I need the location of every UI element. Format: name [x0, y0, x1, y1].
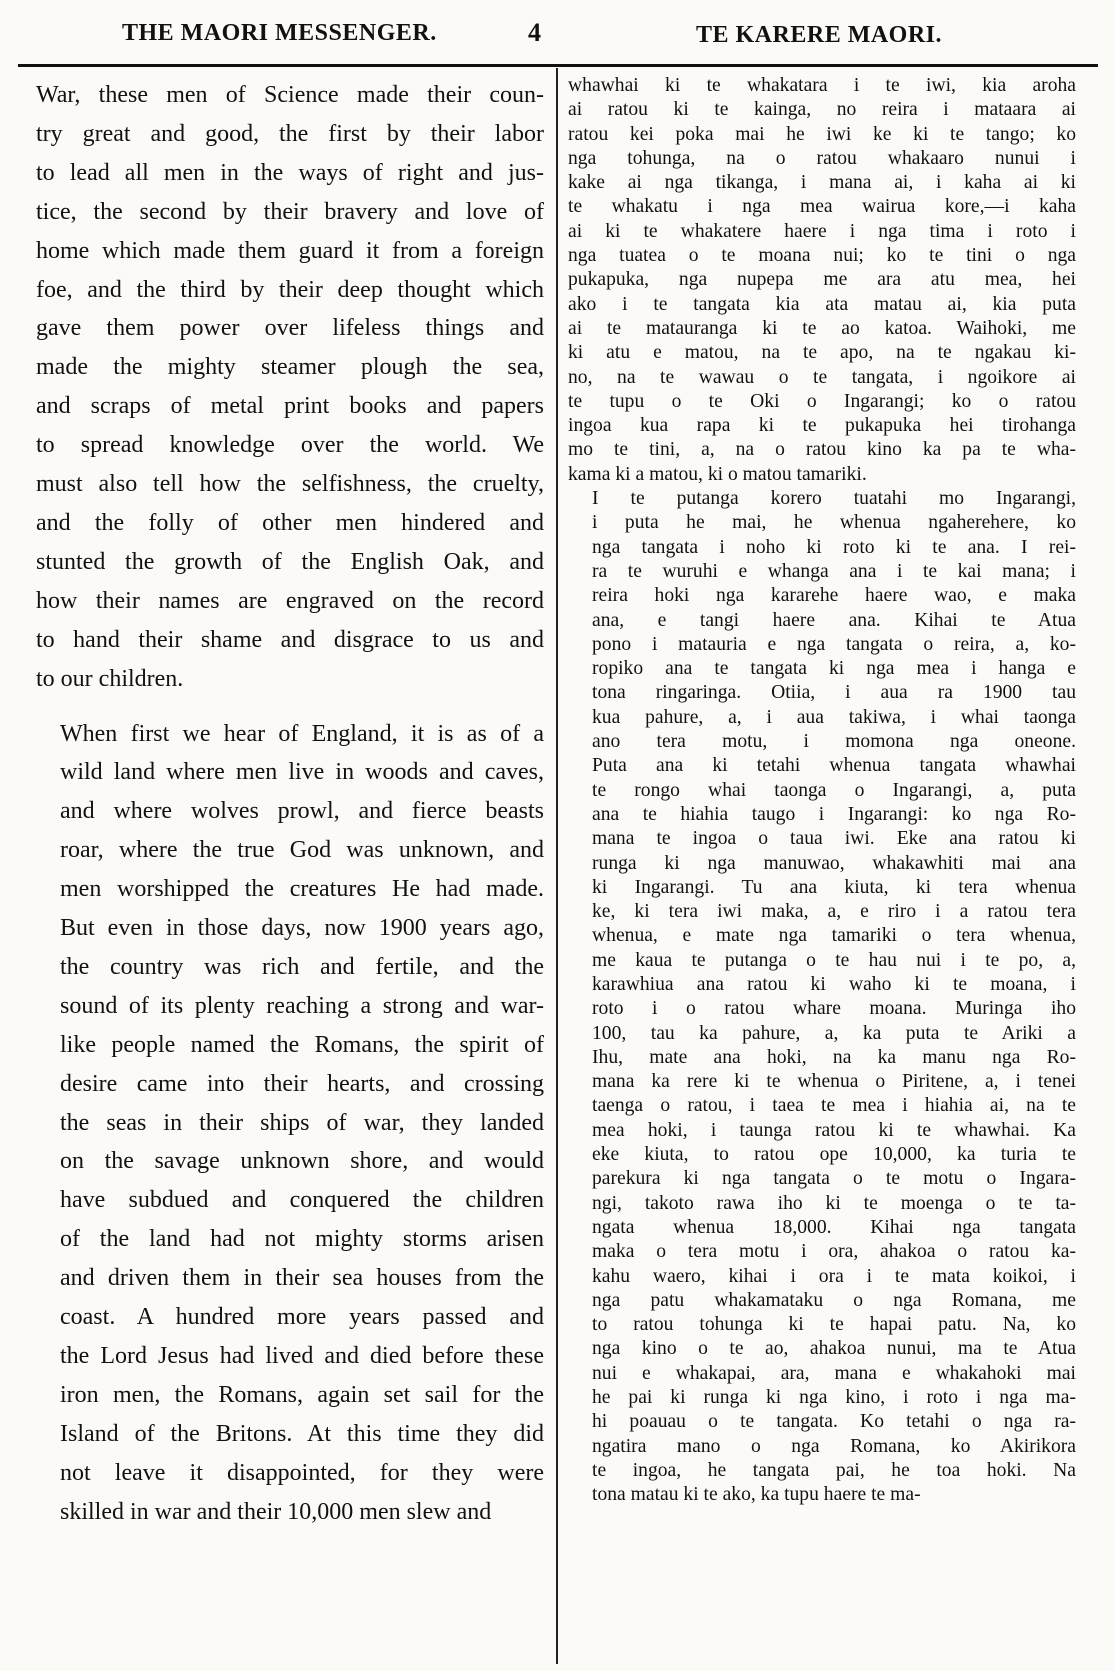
text-line: iron men, the Romans, again set sail for the — [60, 1381, 544, 1408]
text-line: te tupu o te Oki o Ingarangi; ko o ratou — [568, 390, 1076, 412]
text-line: ratou kei poka mai he iwi ke ki te tango; ko — [568, 123, 1076, 145]
text-line: eke kiuta, to ratou ope 10,000, ka turia te — [592, 1144, 1076, 1166]
text-line: and the folly of other men hindered and — [36, 509, 544, 536]
text-line: ako i te tangata kia ata matau ai, kia puta — [568, 293, 1076, 315]
text-line: roar, where the true God was unknown, and — [60, 837, 544, 864]
header-rule — [18, 64, 1098, 67]
text-line: ngi, takoto rawa iho ki te moenga o te ta- — [592, 1192, 1076, 1214]
text-line: kahu waero, kihai i ora i te mata koikoi, i — [592, 1265, 1076, 1287]
text-line: But even in those days, now 1900 years ago, — [60, 915, 544, 942]
text-line: tona matau ki te ako, ka tupu haere te ma- — [592, 1484, 921, 1506]
text-line: ai ratou ki te kainga, no reira i mataara ai — [568, 99, 1076, 121]
text-line: ke, ki tera iwi maka, a, e riro i a ratou tera — [592, 901, 1076, 923]
text-line: not leave it disappointed, for they were — [60, 1459, 544, 1486]
text-line: to lead all men in the ways of right and jus- — [36, 159, 544, 186]
text-line: taenga o ratou, i taea te mea i hiahia ai, na te — [592, 1095, 1076, 1117]
text-line: runga ki nga manuwao, whakawhiti mai ana — [592, 852, 1076, 874]
text-line: ai te matauranga ki te ao katoa. Waihoki, me — [568, 317, 1076, 339]
text-line: on the savage unknown shore, and would — [60, 1148, 544, 1175]
text-line: how their names are engraved on the record — [36, 587, 544, 614]
text-line: try great and good, the first by their labor — [36, 120, 544, 147]
text-line: and scraps of metal print books and papers — [36, 393, 544, 420]
english-paragraph-1 — [36, 76, 544, 699]
text-line: no, na te wawau o te tangata, i ngoikore ai — [568, 366, 1076, 388]
text-line: sound of its plenty reaching a strong and war- — [60, 992, 544, 1019]
text-line: War, these men of Science made their coun- — [36, 82, 544, 108]
english-column — [36, 76, 544, 1532]
text-line: tice, the second by their bravery and love of — [36, 198, 544, 225]
text-line: and where wolves prowl, and fierce beasts — [60, 798, 544, 825]
text-line: roto i o ratou whare moana. Muringa iho — [592, 998, 1076, 1020]
page-header — [0, 14, 1114, 54]
text-line: foe, and the third by their deep thought which — [36, 276, 544, 303]
text-line: and driven them in their sea houses from the — [60, 1265, 544, 1292]
maori-paragraph-1 — [568, 74, 1076, 487]
text-line: coast. A hundred more years passed and — [60, 1304, 544, 1331]
column-divider — [556, 68, 558, 1664]
text-line: made the mighty steamer plough the sea, — [36, 354, 544, 381]
text-line: nga patu whakamataku o nga Romana, me — [592, 1289, 1076, 1311]
text-line: ki atu e matou, na te apo, na te ngakau ki- — [568, 342, 1076, 364]
text-line: te rongo whai taonga o Ingarangi, a, puta — [592, 779, 1076, 801]
text-line: mea hoki, i taunga ratou ki te whawhai. Ka — [592, 1119, 1076, 1141]
text-line: ngatira mano o nga Romana, ko Akirikora — [592, 1435, 1076, 1457]
text-line: nga tuatea o te moana nui; ko te tini o nga — [568, 245, 1076, 267]
text-line: to our children. — [36, 665, 184, 692]
text-line: of the land had not mighty storms arisen — [60, 1226, 544, 1253]
text-line: me kaua te putanga o te hau nui i te po, a, — [592, 949, 1076, 971]
text-line: Puta ana ki tetahi whenua tangata whawhai — [592, 755, 1076, 777]
text-line: home which made them guard it from a foreign — [36, 237, 544, 264]
text-line: ingoa kua rapa ki te pukapuka hei tirohanga — [568, 415, 1076, 437]
text-line: When first we hear of England, it is as of a — [60, 720, 544, 747]
text-line: nui e whakapai, ara, mana e whakahoki mai — [592, 1362, 1076, 1384]
text-line: the country was rich and fertile, and the — [60, 953, 544, 980]
text-line: mana ka rere ki te whenua o Piritene, a, i tenei — [592, 1071, 1076, 1093]
text-line: mana te ingoa o taua iwi. Eke ana ratou ki — [592, 828, 1076, 850]
text-line: skilled in war and their 10,000 men slew and — [60, 1498, 492, 1525]
english-masthead-title: THE MAORI MESSENGER. — [122, 20, 437, 46]
text-line: ana, e tangi haere ana. Kihai te Atua — [592, 609, 1076, 631]
text-line: reira hoki nga kararehe haere wao, e maka — [592, 585, 1076, 607]
text-line: i puta he mai, he whenua ngaherehere, ko — [592, 512, 1076, 534]
text-line: gave them power over lifeless things and — [36, 315, 544, 342]
text-line: karawhiua ana ratou ki waho ki te moana, i — [592, 973, 1076, 995]
text-line: kama ki a matou, ki o matou tamariki. — [568, 463, 867, 485]
text-line: have subdued and conquered the children — [60, 1187, 544, 1214]
text-line: ki Ingarangi. Tu ana kiuta, ki tera whenua — [592, 876, 1076, 898]
text-line: the Lord Jesus had lived and died before these — [60, 1343, 544, 1369]
text-line: 100, tau ka pahure, a, ka puta te Ariki a — [592, 1022, 1076, 1044]
maori-paragraph-2 — [568, 487, 1076, 1507]
text-line: hi poauau o te tangata. Ko tetahi o nga ra- — [592, 1411, 1076, 1433]
text-line: whenua, e mate nga tamariki o tera whenua, — [592, 925, 1076, 947]
text-line: ngata whenua 18,000. Kihai nga tangata — [592, 1216, 1076, 1238]
text-line: maka o tera motu i ora, ahakoa o ratou ka- — [592, 1241, 1076, 1263]
text-line: te ingoa, he tangata pai, he toa hoki. Na — [592, 1459, 1076, 1481]
maori-column — [568, 74, 1076, 1508]
text-line: ra te wuruhi e whanga ana i te kai mana; i — [592, 560, 1076, 582]
text-line: to ratou tohunga ki te hapai patu. Na, ko — [592, 1314, 1076, 1336]
text-line: kua pahure, a, i aua takiwa, i whai taonga — [592, 706, 1076, 728]
text-line: whawhai ki te whakatara i te iwi, kia aroha — [568, 75, 1076, 96]
text-line: ano tera motu, i momona nga oneone. — [592, 731, 1076, 753]
text-line: ana te hiahia taugo i Ingarangi: ko nga Ro- — [592, 803, 1076, 825]
text-line: the seas in their ships of war, they landed — [60, 1109, 544, 1136]
text-line: pono i matauria e nga tangata o reira, a, ko- — [592, 633, 1076, 655]
text-line: nga tohunga, na o ratou whakaaro nunui i — [568, 147, 1076, 169]
text-line: nga tangata i noho ki roto ki te ana. I rei- — [592, 536, 1076, 558]
text-line: to hand their shame and disgrace to us and — [36, 626, 544, 653]
text-line: pukapuka, nga nupepa me ara atu mea, hei — [568, 269, 1076, 291]
text-line: Ihu, mate ana hoki, na ka manu nga Ro- — [592, 1046, 1076, 1068]
text-line: like people named the Romans, the spirit of — [60, 1031, 544, 1058]
text-line: tona ringaringa. Otiia, i aua ra 1900 tau — [592, 682, 1076, 704]
text-line: desire came into their hearts, and crossing — [60, 1070, 544, 1097]
text-line: parekura ki nga tangata o te motu o Ingara- — [592, 1168, 1076, 1190]
text-line: kake ai nga tikanga, i mana ai, i kaha ai ki — [568, 172, 1076, 194]
text-line: men worshipped the creatures He had made. — [60, 876, 544, 903]
text-line: to spread knowledge over the world. We — [36, 432, 544, 459]
page-number: 4 — [528, 18, 542, 47]
maori-masthead-title: TE KARERE MAORI. — [696, 22, 943, 48]
text-line: mo te tini, a, na o ratou kino ka pa te wha- — [568, 439, 1076, 461]
text-line: stunted the growth of the English Oak, and — [36, 548, 544, 575]
text-line: I te putanga korero tuatahi mo Ingarangi, — [592, 488, 1076, 510]
text-line: he pai ki runga ki nga kino, i roto i nga ma- — [592, 1387, 1076, 1409]
text-line: Island of the Britons. At this time they did — [60, 1420, 544, 1447]
text-line: ai ki te whakatere haere i nga tima i roto i — [568, 220, 1076, 242]
english-paragraph-2 — [36, 715, 544, 1532]
text-line: ropiko ana te tangata ki nga mea i hanga e — [592, 658, 1076, 680]
text-line: wild land where men live in woods and caves, — [60, 759, 544, 786]
text-line: nga kino o te ao, ahakoa nunui, ma te Atua — [592, 1338, 1076, 1360]
text-line: te whakatu i nga mea wairua kore,—i kaha — [568, 196, 1076, 218]
text-line: must also tell how the selfishness, the cruelty, — [36, 471, 544, 498]
